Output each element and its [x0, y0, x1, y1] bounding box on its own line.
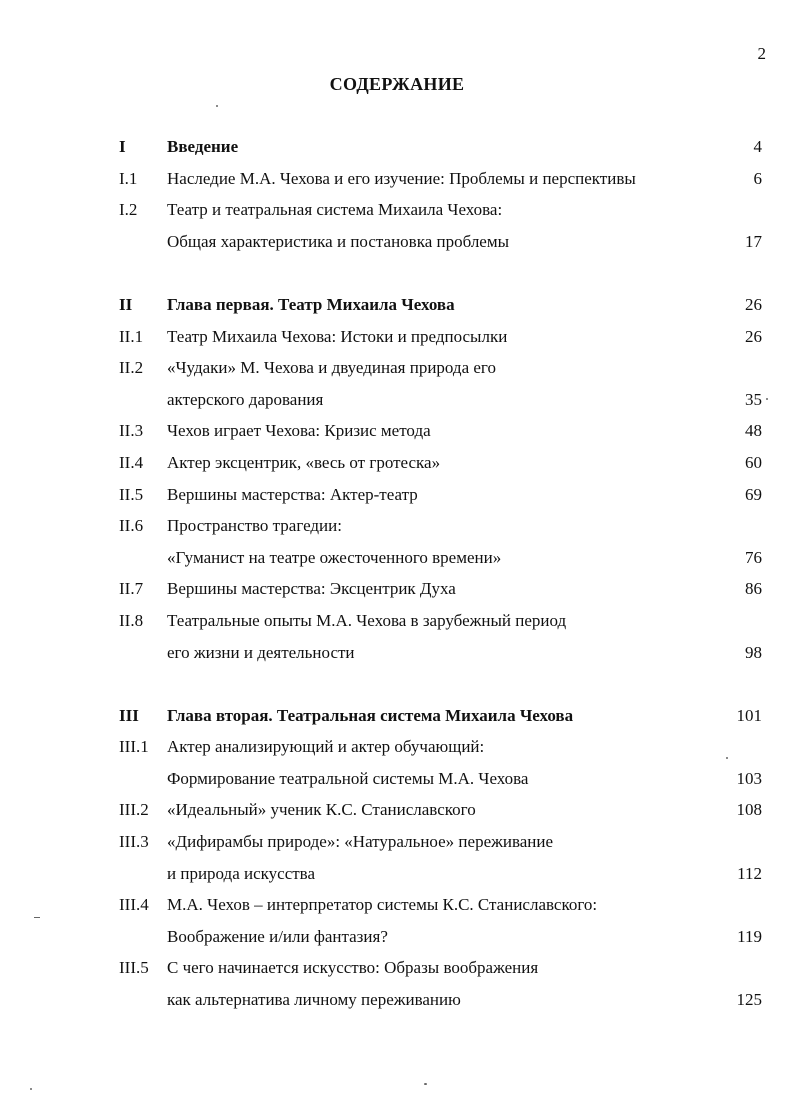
toc-entry — [0, 952, 794, 984]
toc-entry — [0, 605, 794, 637]
toc-entry-title: Театр и театральная система Михаила Чехова: — [167, 200, 503, 220]
toc-entry-title: и природа искусства — [167, 863, 316, 883]
toc-entry-number: II.1 — [119, 326, 144, 346]
toc-entry — [0, 826, 794, 858]
toc-entry-title: Пространство трагедии: — [167, 516, 342, 536]
toc-entry-page: 17 — [745, 231, 762, 251]
toc-entry-number: II.4 — [119, 452, 144, 472]
page-title: СОДЕРЖАНИЕ — [329, 74, 465, 94]
toc-entry — [0, 384, 794, 416]
scan-speck — [424, 1083, 427, 1085]
toc-entry — [0, 763, 794, 795]
toc-entry-page: 76 — [745, 547, 762, 567]
toc-entry-title: М.А. Чехов – интерпретатор системы К.С. Станиславского: — [167, 895, 598, 915]
toc-entry-number: I — [119, 137, 126, 156]
scan-speck — [34, 917, 40, 918]
toc-entry-title: Актер анализирующий и актер обучающий: — [167, 737, 485, 757]
toc-entry-number: III.1 — [119, 737, 149, 757]
toc-entry — [0, 794, 794, 826]
scan-speck — [30, 1088, 32, 1090]
toc-entry-page: 60 — [745, 452, 762, 472]
toc-entry-title: Общая характеристика и постановка проблемы — [167, 231, 510, 251]
toc-entry-title: «Дифирамбы природе»: «Натуральное» переживание — [167, 832, 554, 852]
section-gap — [0, 257, 794, 289]
toc-entry-page: 125 — [736, 990, 762, 1010]
toc-entry — [0, 573, 794, 605]
toc-entry-page: 4 — [753, 137, 762, 156]
toc-entry-number: III — [119, 705, 139, 725]
toc-entry-page: 103 — [736, 768, 762, 788]
toc-entry-page: 48 — [745, 421, 762, 441]
toc-entry-number: II.3 — [119, 421, 144, 441]
toc-entry — [0, 352, 794, 384]
toc-entry-title: Формирование театральной системы М.А. Чехова — [167, 768, 529, 788]
toc-entry-page: 35 — [745, 389, 762, 409]
scan-speck — [726, 757, 728, 759]
toc-entry-title: Наследие М.А. Чехова и его изучение: Проблемы и перспективы — [167, 168, 636, 188]
toc-entry-title: Воображение и/или фантазия? — [167, 926, 388, 946]
toc-entry-title: «Гуманист на театре ожесточенного времени» — [167, 547, 502, 567]
toc-entry-title: Актер эксцентрик, «весь от гротеска» — [167, 452, 441, 472]
toc-entry-number: II.2 — [119, 358, 144, 378]
toc-entry-title: Глава вторая. Театральная система Михаила Чехова — [167, 705, 574, 725]
toc-entry-title: Театр Михаила Чехова: Истоки и предпосылки — [167, 326, 508, 346]
toc-entry-page: 112 — [737, 863, 762, 883]
toc-entry-page: 6 — [753, 168, 762, 188]
toc-entry — [0, 921, 794, 953]
toc-entry-number: III.2 — [119, 800, 149, 820]
toc-entry-page: 86 — [745, 579, 762, 599]
toc-entry-title: Театральные опыты М.А. Чехова в зарубежный период — [167, 610, 567, 630]
toc-entry-title: Чехов играет Чехова: Кризис метода — [167, 421, 431, 441]
toc-entry — [0, 858, 794, 890]
toc-chapter-heading — [0, 289, 794, 321]
toc-entry-page: 26 — [745, 294, 762, 314]
toc-entry-page: 108 — [736, 800, 762, 820]
toc-entry-title: Глава первая. Театр Михаила Чехова — [167, 294, 455, 314]
toc-entry-number: III.3 — [119, 832, 149, 852]
toc-entry-number: I.2 — [119, 200, 138, 220]
toc-entry-number: I.1 — [119, 168, 138, 188]
toc-entry — [0, 194, 794, 226]
section-gap — [0, 668, 794, 700]
toc-entry — [0, 510, 794, 542]
table-of-contents — [0, 131, 794, 1016]
toc-entry — [0, 163, 794, 195]
toc-chapter-heading — [0, 700, 794, 732]
toc-entry-number: II.8 — [119, 610, 144, 630]
toc-chapter-heading — [0, 131, 794, 163]
toc-entry-title: С чего начинается искусство: Образы воображения — [167, 958, 539, 978]
toc-entry-number: II.6 — [119, 516, 144, 536]
toc-entry-number: II.7 — [119, 579, 144, 599]
toc-entry — [0, 542, 794, 574]
toc-entry-page: 26 — [745, 326, 762, 346]
toc-entry — [0, 479, 794, 511]
toc-entry-page: 69 — [745, 484, 762, 504]
scan-speck — [216, 105, 218, 107]
toc-entry-number: II — [119, 294, 133, 314]
scan-speck — [766, 398, 768, 400]
toc-entry-title: Введение — [167, 137, 239, 156]
toc-entry-number: III.5 — [119, 958, 149, 978]
toc-entry — [0, 731, 794, 763]
toc-entry — [0, 226, 794, 258]
toc-entry-title: Вершины мастерства: Эксцентрик Духа — [167, 579, 456, 599]
toc-entry — [0, 637, 794, 669]
toc-entry — [0, 447, 794, 479]
toc-entry-page: 98 — [745, 642, 762, 662]
toc-entry-title: актерского дарования — [167, 389, 324, 409]
toc-entry-title: как альтернатива личному переживанию — [167, 990, 461, 1010]
toc-entry-title: «Идеальный» ученик К.С. Станиславского — [167, 800, 476, 820]
toc-entry-page: 101 — [736, 705, 762, 725]
toc-entry — [0, 889, 794, 921]
page-number: 2 — [757, 44, 766, 63]
toc-entry-title: его жизни и деятельности — [167, 642, 355, 662]
toc-entry-page: 119 — [737, 926, 762, 946]
toc-entry-title: «Чудаки» М. Чехова и двуединая природа его — [167, 358, 496, 378]
toc-entry-number: II.5 — [119, 484, 144, 504]
toc-entry-number: III.4 — [119, 895, 149, 915]
toc-entry-title: Вершины мастерства: Актер-театр — [167, 484, 418, 504]
toc-entry — [0, 321, 794, 353]
toc-entry — [0, 415, 794, 447]
toc-entry — [0, 984, 794, 1016]
